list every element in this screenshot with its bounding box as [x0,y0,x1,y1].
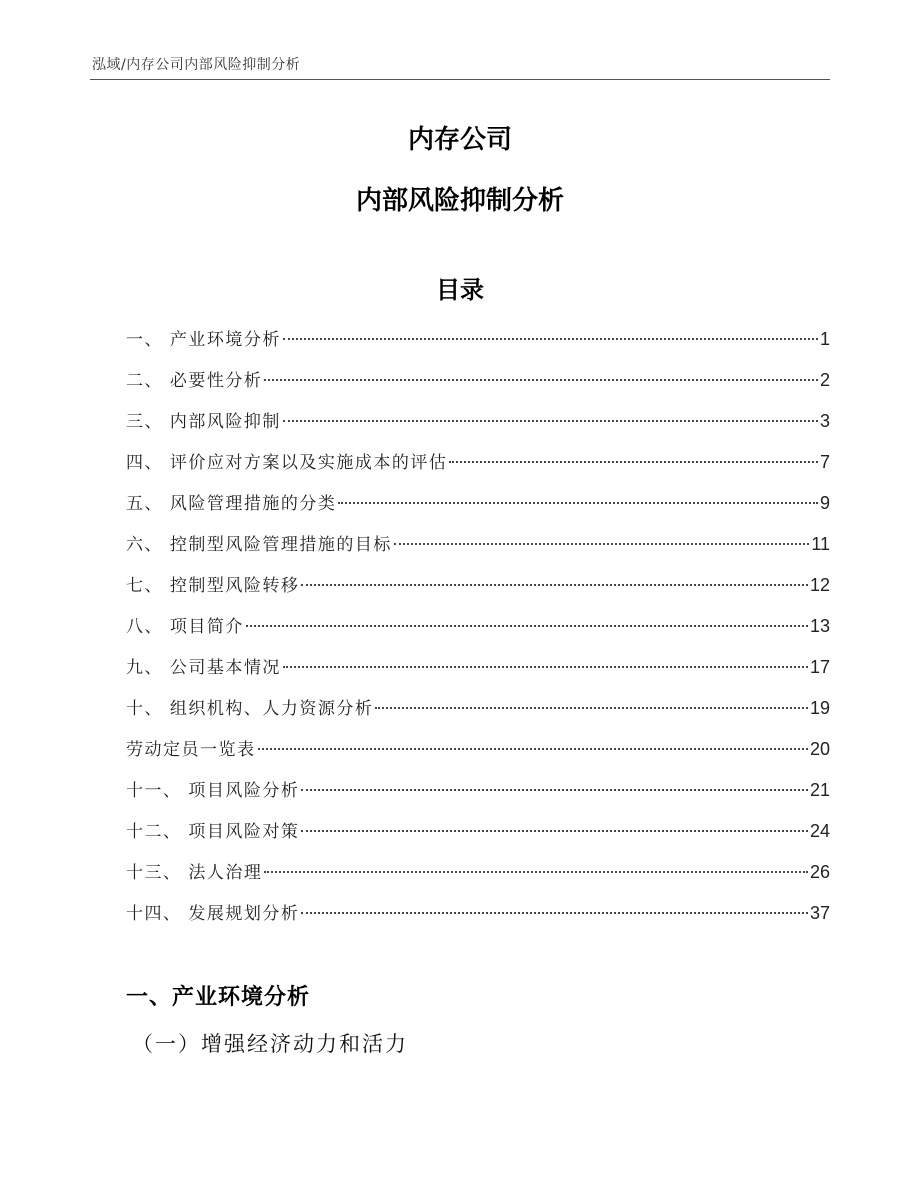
toc-entry-label: 劳动定员一览表 [126,740,256,760]
toc-entry-label: 五、 风险管理措施的分类 [126,494,337,514]
toc-entry-page: 11 [811,534,830,554]
toc-entry-label: 十二、 项目风险对策 [126,822,300,842]
toc-dot-leader [338,502,818,504]
toc-dot-leader [283,666,808,668]
toc-entry[interactable] [126,612,830,653]
toc-entry-page: 24 [809,821,830,841]
toc-dot-leader [375,707,808,709]
toc-entry[interactable] [126,858,830,899]
toc-heading: 目录 [436,276,484,304]
toc-entry-page: 13 [809,616,830,636]
toc-entry-label: 二、 必要性分析 [126,371,263,391]
toc-entry-page: 17 [809,657,830,677]
toc-entry-label: 七、 控制型风险转移 [126,576,300,596]
toc-entry[interactable] [126,817,830,858]
toc-entry-page: 7 [819,452,830,472]
toc-entry-label: 一、 产业环境分析 [126,330,281,350]
toc-entry-page: 1 [819,329,830,349]
toc-dot-leader [283,338,818,340]
toc-dot-leader [301,912,808,914]
toc-entry-page: 19 [809,698,830,718]
toc-entry[interactable] [126,489,830,530]
toc-entry[interactable] [126,448,830,489]
toc-entry-label: 三、 内部风险抑制 [126,412,281,432]
toc-dot-leader [301,584,808,586]
table-of-contents [126,325,830,940]
toc-dot-leader [264,871,808,873]
toc-dot-leader [246,625,808,627]
toc-entry-page: 20 [809,739,830,759]
document-title: 内存公司 [407,125,512,155]
toc-entry[interactable] [126,735,830,776]
toc-entry-label: 十一、 项目风险分析 [126,781,300,801]
toc-dot-leader [264,379,818,381]
toc-entry[interactable] [126,653,830,694]
toc-entry-label: 十、 组织机构、人力资源分析 [126,699,374,719]
toc-dot-leader [258,748,808,750]
section-heading: 一、产业环境分析 [126,985,311,1010]
toc-entry[interactable] [126,366,830,407]
toc-entry[interactable] [126,694,830,735]
toc-entry[interactable] [126,776,830,817]
toc-entry[interactable] [126,530,830,571]
toc-entry[interactable] [126,899,830,940]
document-subtitle: 内部风险抑制分析 [355,186,564,216]
toc-dot-leader [449,461,818,463]
subsection-heading: （一）增强经济动力和活力 [132,1032,408,1056]
toc-entry-page: 2 [819,370,830,390]
running-header: 泓域/内存公司内部风险抑制分析 [92,57,301,73]
toc-entry-label: 八、 项目简介 [126,617,244,637]
toc-dot-leader [394,543,809,545]
toc-dot-leader [283,420,818,422]
toc-entry[interactable] [126,325,830,366]
toc-entry-page: 9 [819,493,830,513]
toc-entry-page: 21 [809,780,830,800]
toc-dot-leader [301,830,808,832]
toc-entry-page: 26 [809,862,830,882]
toc-entry-page: 3 [819,411,830,431]
toc-entry-label: 四、 评价应对方案以及实施成本的评估 [126,453,448,473]
toc-entry-page: 12 [809,575,830,595]
toc-dot-leader [301,789,808,791]
toc-entry-label: 九、 公司基本情况 [126,658,281,678]
toc-entry-label: 六、 控制型风险管理措施的目标 [126,535,392,555]
toc-entry-page: 37 [809,903,830,923]
header-divider [90,79,830,80]
toc-entry[interactable] [126,571,830,612]
toc-entry[interactable] [126,407,830,448]
toc-entry-label: 十四、 发展规划分析 [126,904,300,924]
toc-entry-label: 十三、 法人治理 [126,863,263,883]
